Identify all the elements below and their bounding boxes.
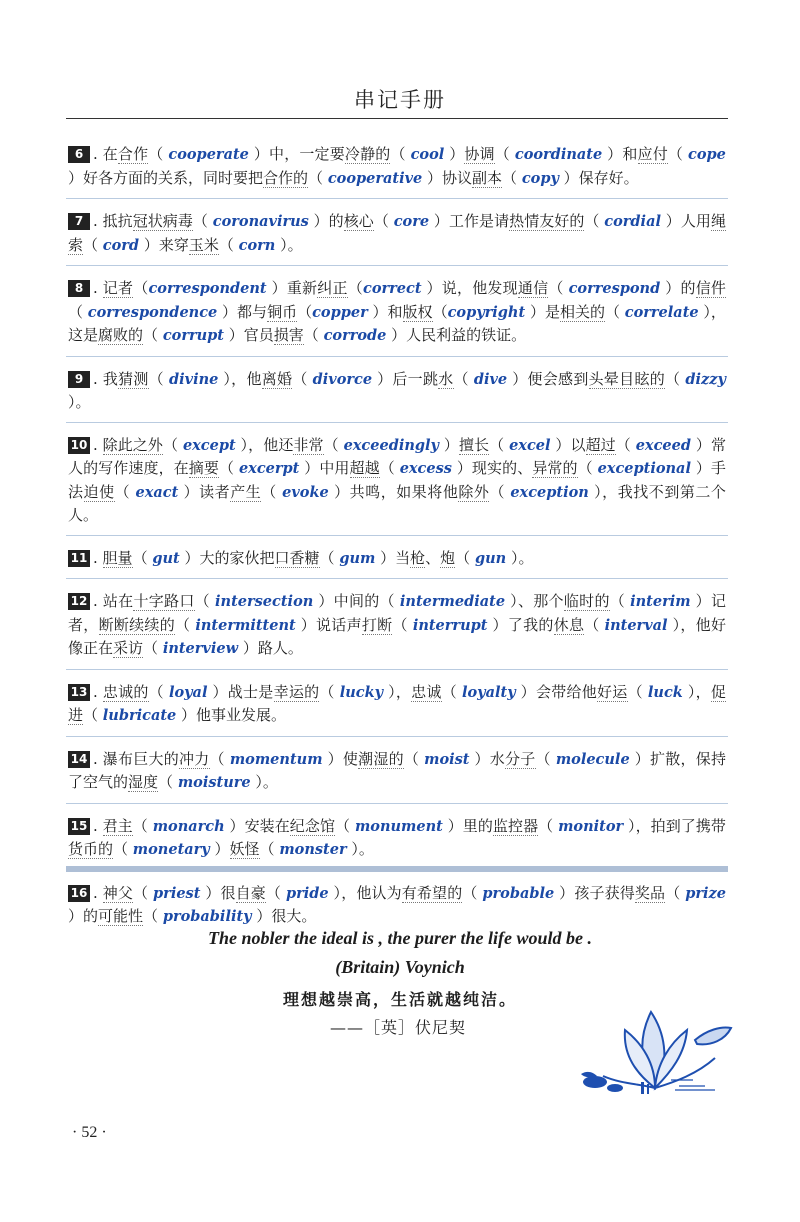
entry-text: 除此之外（ except ），他还非常（ exceedingly ）擅长（ excel ）以超过（ exceed ）常人的写作速度，在摘要（ excerpt ）中用超越（ excess ）现实的、异常的（ exceptional ）手法迫使（ exact ）读者产生（ evoke ）共鸣，如果将他除外（ exception ），我找不到第二个人。 — [68, 435, 726, 524]
entry-text: 胆量（ gut ）大的家伙把口香糖（ gum ）当枪、炮（ gun ）。 — [102, 548, 534, 567]
entry-number-badge: 12 — [68, 593, 90, 610]
lotus-flower-icon — [575, 1000, 735, 1099]
entry-number-badge: 11 — [68, 550, 90, 567]
entry-text: 在合作（ cooperate ）中，一定要冷静的（ cool ）协调（ coordinate ）和应付（ cope ）好各方面的关系，同时要把合作的（ cooperative ）协议副本（ copy ）保存好。 — [68, 145, 726, 187]
vocabulary-entry: 14 . 瀑布巨大的冲力（ momentum ）使潮湿的（ moist ）水分子（ molecule ）扩散，保持了空气的湿度（ moisture ）。 — [66, 746, 728, 804]
entry-number-badge: 13 — [68, 684, 90, 701]
entry-number-badge: 6 — [68, 146, 90, 163]
vocabulary-entry-list — [66, 141, 728, 937]
vocabulary-entry: 15 . 君主（ monarch ）安装在纪念馆（ monument ）里的监控器（ monitor ），拍到了携带货币的（ monetary ）妖怪（ monster ）。 — [66, 813, 728, 871]
vocabulary-entry: 8 . 记者（correspondent ）重新纠正（correct ）说，他发现通信（ correspond ）的信件（ correspondence ）都与铜币（copper ）和版权（copyright ）是相关的（ correlate ），这是腐败的（ corrupt ）官员损害（ corrode ）人民利益的铁证。 — [66, 275, 728, 357]
section-bottom-bar — [66, 866, 728, 872]
entry-number-badge: 8 — [68, 280, 90, 297]
quote-chinese: 理想越崇高，生活就越纯洁。 — [282, 990, 517, 1009]
entry-text: 神父（ priest ）很自豪（ pride ），他认为有希望的（ probable ）孩子获得奖品（ prize ）的可能性（ probability ）很大。 — [68, 883, 726, 925]
header-rule — [66, 118, 728, 119]
entry-text: 站在十字路口（ intersection ）中间的（ intermediate ）、那个临时的（ interim ）记者，断断续续的（ intermittent ）说话声打断（ interrupt ）了我的休息（ interval ），他好像正在采访（ interview ）路人。 — [68, 592, 726, 657]
entry-text: 记者（correspondent ）重新纠正（correct ）说，他发现通信（ correspond ）的信件（ correspondence ）都与铜币（copper ）和版权（copyright ）是相关的（ correlate ），这是腐败的（ corrupt ）官员损害（ corrode ）人民利益的铁证。 — [68, 279, 726, 344]
vocabulary-entry: 16 . 神父（ priest ）很自豪（ pride ），他认为有希望的（ probable ）孩子获得奖品（ prize ）的可能性（ probability ）很大。 — [68, 883, 726, 925]
entry-text: 君主（ monarch ）安装在纪念馆（ monument ）里的监控器（ monitor ），拍到了携带货币的（ monetary ）妖怪（ monster ）。 — [68, 816, 726, 858]
entry-number-badge: 14 — [68, 751, 90, 768]
quote-english: The nobler the ideal is , the purer the life would be . — [207, 928, 592, 948]
entry-text: 瀑布巨大的冲力（ momentum ）使潮湿的（ moist ）水分子（ molecule ）扩散，保持了空气的湿度（ moisture ）。 — [68, 749, 726, 791]
vocabulary-entry: 6 . 在合作（ cooperate ）中，一定要冷静的（ cool ）协调（ coordinate ）和应付（ cope ）好各方面的关系，同时要把合作的（ cooperative ）协议副本（ copy ）保存好。 — [66, 141, 728, 199]
page-number: · 52 · — [72, 1124, 107, 1141]
vocabulary-entry: 10 . 除此之外（ except ），他还非常（ exceedingly ）擅长（ excel ）以超过（ exceed ）常人的写作速度，在摘要（ excerpt ）中用超越（ excess ）现实的、异常的（ exceptional ）手法迫使（ exact ）读者产生（ evoke ）共鸣，如果将他除外（ exception ），我找不到第二个人。 — [66, 432, 728, 536]
vocabulary-entry: 12 . 站在十字路口（ intersection ）中间的（ intermediate ）、那个临时的（ interim ）记者，断断续续的（ intermittent ）说话声打断（ interrupt ）了我的休息（ interval ），他好像正在采访（ interview ）路人。 — [66, 588, 728, 670]
quote-author-english: (Britain) Voynich — [335, 957, 465, 977]
page-header-title: 串记手册 — [354, 88, 446, 112]
entry-number-badge: 15 — [68, 818, 90, 835]
entry-text: 忠诚的（ loyal ）战士是幸运的（ lucky ），忠诚（ loyalty ）会带给他好运（ luck ），促进（ lubricate ）他事业发展。 — [68, 682, 726, 724]
quote-author-chinese: ——［英］伏尼契 — [330, 1018, 467, 1037]
entry-text: 抵抗冠状病毒（ coronavirus ）的核心（ core ）工作是请热情友好的（ cordial ）人用绳索（ cord ）来穿玉米（ corn ）。 — [68, 212, 726, 254]
vocabulary-entry: 7 . 抵抗冠状病毒（ coronavirus ）的核心（ core ）工作是请热情友好的（ cordial ）人用绳索（ cord ）来穿玉米（ corn ）。 — [66, 208, 728, 266]
entry-number-badge: 16 — [68, 885, 90, 902]
entry-number-badge: 7 — [68, 213, 90, 230]
vocabulary-entry: 11 . 胆量（ gut ）大的家伙把口香糖（ gum ）当枪、炮（ gun ）。 — [66, 545, 728, 580]
entry-number-badge: 9 — [68, 371, 90, 388]
entry-number-badge: 10 — [68, 437, 90, 454]
entry-text: 我猜测（ divine ），他离婚（ divorce ）后一跳水（ dive ）便会感到头晕目眩的（ dizzy ）。 — [68, 369, 726, 411]
vocabulary-entry: 13 . 忠诚的（ loyal ）战士是幸运的（ lucky ），忠诚（ loyalty ）会带给他好运（ luck ），促进（ lubricate ）他事业发展。 — [66, 679, 728, 737]
vocabulary-entry: 9 . 我猜测（ divine ），他离婚（ divorce ）后一跳水（ dive ）便会感到头晕目眩的（ dizzy ）。 — [66, 366, 728, 423]
